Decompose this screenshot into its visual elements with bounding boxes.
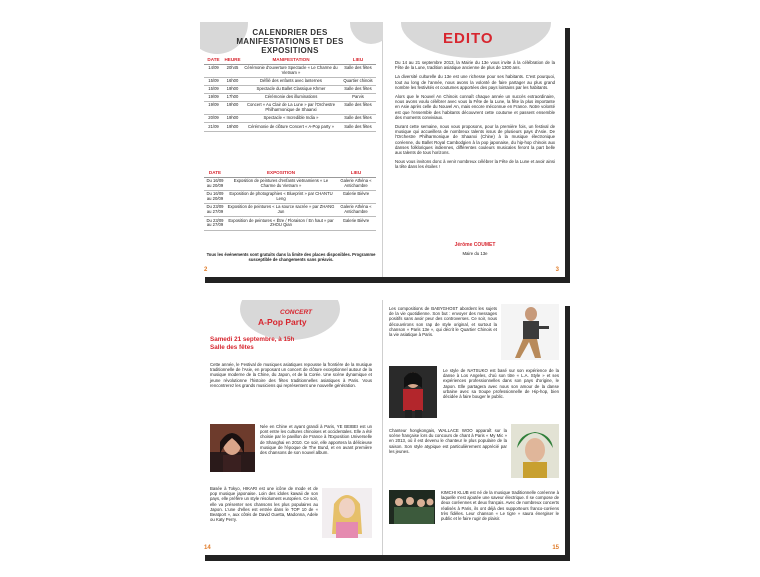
event-time: 19h00: [223, 85, 242, 93]
event-row: [204, 102, 376, 115]
event-date: 21/09: [204, 123, 223, 131]
event-time: 20h45: [223, 64, 242, 77]
expo-row: [204, 190, 376, 203]
event-date: 15/09: [204, 77, 223, 85]
event-time: 16h00: [223, 77, 242, 85]
calendar-title: [210, 28, 370, 55]
yebeibei-text: Née en Chine et ayant grandi à Paris, YE BEIBEI est un pont entre les cultures chinoises et occidentales. Elle a été choisie par le pavillon de France à l'Exposition Universelle de Shanghai en 2010. Ce soir, elle apportera la délicieuse musique de l'époque de The Bund, et en avant première des chansons de son nouvel album.: [260, 424, 372, 456]
header-place: LIEU: [340, 57, 376, 64]
expo-name: Exposition de photographies « Blueprint » par CHANTU Leng: [226, 190, 336, 203]
expo-place: Galerie Athéna « Antichambre: [336, 177, 376, 190]
event-row: [204, 64, 376, 77]
concert-intro: Cette année, le Festival de musiques asiatiques repousse la frontière de la musique traditionnelle de l'Asie, en proposant un concert de clôture exceptionnel autour de la musique moderne de la Chine, du Japon, et de la Corée. Une scène dynamique et jeune révolutionne l'histoire des fêtes traditionnelles asiatiques à Paris. Vous rencontrerez les grands musiciens qui représentent une nouvelle génération.: [210, 362, 372, 388]
expo-name: Exposition de peintures « Être / Floraison / En haut » par ZHOU Qian: [226, 217, 336, 230]
babyghost-text: Les compositions de BABYGHOST abordent les sujets de la vie quotidienne. Son but : envoyer des messages positifs sans avoir peur des controverses. Ce soir, nous découvrirons son rap de style original, et surtout la chanson « Paris 13e », qui décrit le Quartier Chinois et la vie asiatique à Paris.: [389, 306, 497, 338]
concert-page-right: [383, 300, 565, 555]
expo-name: Exposition de peintures « La source sacrée » par ZHANG Jun: [226, 204, 336, 217]
expo-place: Galerie Bièvre: [336, 190, 376, 203]
event-row: [204, 85, 376, 93]
yebeibei-photo: [210, 424, 255, 472]
expo-place: Galerie Bièvre: [336, 217, 376, 230]
edito-title: EDITO: [443, 30, 494, 47]
expo-name: Exposition de peintures d'enfants vietnamiens « Le Charme du Vietnam »: [226, 177, 336, 190]
event-place: Salle des fêtes: [340, 115, 376, 123]
event-name: Spectacle « Incredible India »: [242, 115, 340, 123]
expo-date: Du 23/09 au 27/09: [204, 217, 226, 230]
expo-row: [204, 177, 376, 190]
event-name: Concert « Au Clair de La Lune » par l'Orchestre Philharmonique de Shaanxi: [242, 102, 340, 115]
expo-row: [204, 204, 376, 217]
event-date: 20/09: [204, 115, 223, 123]
event-date: 14/09: [204, 64, 223, 77]
calendar-page: [200, 22, 383, 277]
babyghost-photo: [501, 304, 559, 360]
event-time: 19h00: [223, 123, 242, 131]
page-number: 2: [204, 267, 208, 273]
event-date: 19/09: [204, 94, 223, 102]
concert-date: [210, 336, 330, 352]
concert-title: A-Pop Party: [258, 317, 307, 327]
kimchi-photo: [389, 490, 435, 524]
event-time: 19h00: [223, 115, 242, 123]
expo-row: [204, 217, 376, 230]
calendar-title-line2: MANIFESTATIONS ET DES EXPOSITIONS: [236, 37, 344, 55]
event-row: [204, 77, 376, 85]
event-place: Parvis: [340, 94, 376, 102]
concert-label: CONCERT: [280, 309, 313, 316]
wallace-text: Chanteur hongkongais, WALLACE WOO apparaît sur la scène française lors du concours de chant à Paris « My Mic » en 2013, où il est devenu le chanteur le plus populaire de la saison. Son style atypique est particulièrement apprécié par les jeunes.: [389, 428, 507, 454]
concert-venue: Salle des fêtes: [210, 344, 254, 351]
event-name: Défilé des enfants avec lanternes: [242, 77, 340, 85]
concert-date-line: Samedi 21 septembre, à 15h: [210, 336, 295, 343]
header-date: DATE: [204, 57, 223, 64]
calendar-title-line1: CALENDRIER DES: [252, 28, 328, 37]
natsuko-text: Le style de NATSUKO est basé sur son expérience de la danse à Los Angeles, d'où son titre « L.A. Style » et ses expériences professionnelles dans son pays d'origine, le Japon. Elle partagera avec nous son amour de la danse urbaine avec sa troupe professionnelle de Hip-hop, bien décidée à faire bouger le public.: [443, 368, 559, 400]
event-name: Cérémonie de clôture Concert « A-Pop party »: [242, 123, 340, 131]
page-number: 3: [555, 267, 559, 273]
event-place: Salle des fêtes: [340, 102, 376, 115]
event-place: Quartier chinois: [340, 77, 376, 85]
signature: Jérôme COUMET: [454, 242, 496, 248]
event-place: Salle des fêtes: [340, 123, 376, 131]
event-date: 19/09: [204, 102, 223, 115]
expo-date: Du 23/09 au 27/09: [204, 204, 226, 217]
event-name: Cérémonie d'ouverture Spectacle « Le Charme du Vietnam »: [242, 64, 340, 77]
edito-paragraph: Alors que le Nouvel An Chinois connaît chaque année un succès extraordinaire, nous avons voulu célébrer avec vous la Fête de la Lune, la fête la plus importante en Asie après celle du Nouvel An, mais encore méconnue en France. Notre volonté est que l'ensemble des habitants découvrent cette coutume et passent ensemble des moments conviviaux.: [395, 94, 555, 120]
event-row: [204, 123, 376, 131]
header-place2: LIEU: [336, 170, 376, 177]
header-time: HEURE: [223, 57, 242, 64]
event-place: Salle des fêtes: [340, 85, 376, 93]
calendar-spread: [200, 22, 565, 277]
events-table: [204, 57, 376, 132]
edito-page: [383, 22, 565, 277]
edito-paragraph: Nous vous invitons donc à venir nombreux célébrer la Fête de la Lune et avoir ainsi la tête dans les étoiles !: [395, 159, 555, 170]
calendar-note: Tous les événements sont gratuits dans la limite des places disponibles. Programme susceptible de changements sans préavis.: [206, 252, 376, 262]
edito-paragraph: La diversité culturelle du 13e est une richesse pour ses habitants. C'est pourquoi, tout au long de l'année, nous avons la volonté de faire partager au plus grand nombre les festivités et coutumes apportées des pays lointains par les habitants.: [395, 74, 555, 90]
hikari-text: Basée à Tokyo, HIKARI est une icône de mode et de pop musique japonaise. Loin des idoles kawaii de son pays, elle préfère un style résolument européen. Ce soir, elle va présenter ses chansons les plus populaires au Japon. L'une d'elles est entrée dans le TOP 10 de « Beatport », aux côtés de David Guetta, Madonna, Adele ou Katy Perry.: [210, 486, 318, 523]
event-time: 17h00: [223, 94, 242, 102]
concert-spread: [200, 300, 565, 555]
event-place: Salle des fêtes: [340, 64, 376, 77]
concert-page-left: [200, 300, 383, 555]
event-date: 15/09: [204, 85, 223, 93]
expo-date: Du 16/09 au 20/09: [204, 190, 226, 203]
signature-role: Maire du 13e: [462, 251, 488, 256]
expo-place: Galerie Athéna « Antichambre: [336, 204, 376, 217]
header-expo: EXPOSITION: [226, 170, 336, 177]
natsuko-photo: [389, 366, 437, 418]
header-date2: DATE: [204, 170, 226, 177]
page-number: 14: [204, 545, 211, 551]
expos-table: [204, 170, 376, 231]
edito-paragraph: Durant cette semaine, nous vous proposons, pour la première fois, un festival de musique qui accueillera de nombreux talents issus de plusieurs pays d'Asie. De l'Orchestre Philharmonique de Shaanxi (Chine) à la musique électronique coréenne, du Ballet Royal Cambodgien à la pop japonaise, du hip-hop chinois aux danses folkloriques indiennes, différentes couleurs musicales feront la part belle aux talents de tous horizons.: [395, 124, 555, 156]
expo-date: Du 16/09 au 20/09: [204, 177, 226, 190]
event-row: [204, 115, 376, 123]
event-time: 19h00: [223, 102, 242, 115]
page-number: 15: [552, 545, 559, 551]
edito-paragraph: Du 14 au 21 septembre 2013, la Mairie du 13e vous invite à la célébration de la Fête de la Lune, tradition asiatique ancienne de plus de 1300 ans.: [395, 60, 555, 71]
hikari-photo: [322, 488, 372, 538]
event-row: [204, 94, 376, 102]
header-event: MANIFESTATION: [242, 57, 340, 64]
kimchi-text: KIMCHI KLUB est né de la musique traditionnelle coréenne à laquelle s'est ajoutée une saveur électrique. Il se compose de deux coréennes et deux français. Avec de nombreux concerts réalisés à Paris, ils ont déjà des supporteurs franco-coréens très fidèles. Leur chanson « Le tigre » saura énergiser le public et le faire rugir de plaisir.: [441, 490, 559, 522]
event-name: Spectacle du Ballet Classique Khmer: [242, 85, 340, 93]
edito-body: [395, 60, 555, 174]
wallace-photo: [511, 424, 559, 478]
event-name: Cérémonie des illuminations: [242, 94, 340, 102]
